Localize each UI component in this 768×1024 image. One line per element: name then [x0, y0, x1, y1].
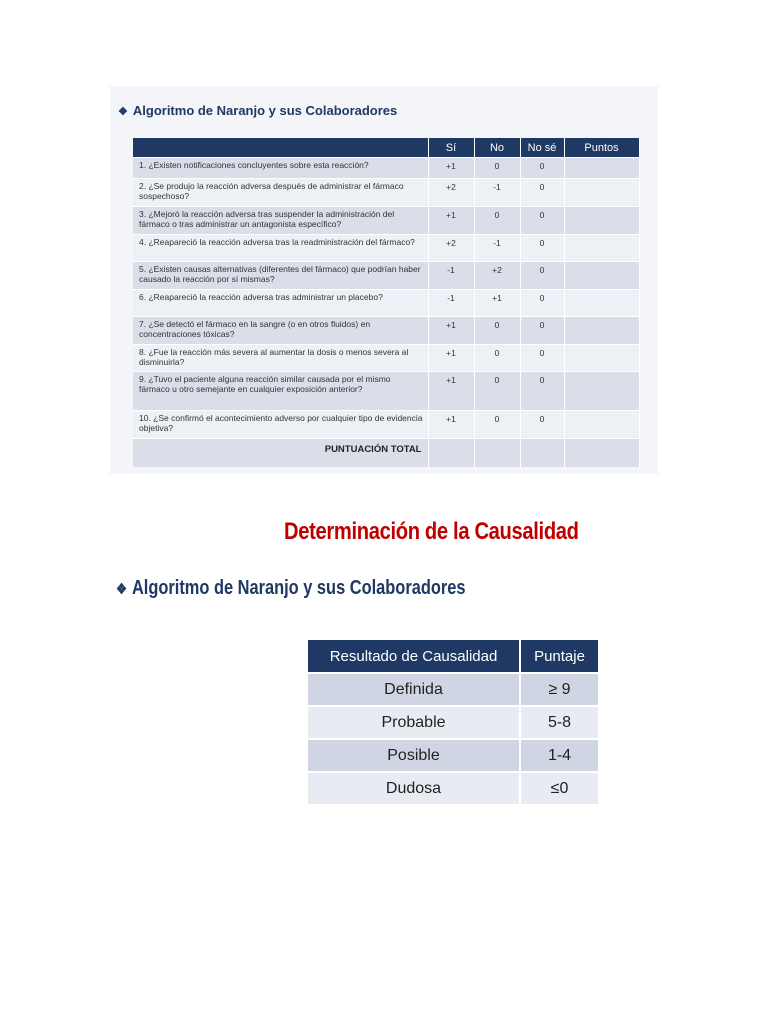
value-nose: 0 [520, 179, 564, 207]
value-no: 0 [474, 372, 520, 411]
value-nose: 0 [520, 158, 564, 179]
question-text: 3. ¿Mejoró la reacción adversa tras suspender la administración del fármaco o tras administrar un antagonista específico? [133, 207, 428, 235]
resultado-cell: Posible [308, 739, 520, 772]
resultado-cell: Probable [308, 706, 520, 739]
table-row [308, 706, 599, 739]
table-row [308, 772, 599, 804]
question-text: 7. ¿Se detectó el fármaco en la sangre (o en otros fluidos) en concentraciones tóxicas? [133, 317, 428, 345]
value-no: 0 [474, 317, 520, 345]
table-header-row [133, 138, 639, 158]
table-header-row [308, 640, 599, 673]
header-puntos: Puntos [564, 138, 639, 158]
value-si: +1 [428, 317, 474, 345]
value-si: +1 [428, 411, 474, 439]
slide1-heading-text: Algoritmo de Naranjo y sus Colaboradores [132, 103, 398, 118]
table-row [133, 158, 639, 179]
total-puntos [564, 439, 639, 467]
causality-score-table [308, 640, 600, 804]
table-row [133, 317, 639, 345]
total-label: PUNTUACIÓN TOTAL [133, 439, 428, 467]
value-nose: 0 [520, 317, 564, 345]
question-text: 10. ¿Se confirmó el acontecimiento adverso por cualquier tipo de evidencia objetiva? [133, 411, 428, 439]
value-nose: 0 [520, 290, 564, 317]
question-text: 8. ¿Fue la reacción más severa al aumentar la dosis o menos severa al disminuirla? [133, 345, 428, 372]
value-no: 0 [474, 158, 520, 179]
value-nose: 0 [520, 411, 564, 439]
table-row [133, 411, 639, 439]
value-no: -1 [474, 235, 520, 262]
total-row [133, 439, 639, 467]
header-resultado: Resultado de Causalidad [308, 640, 520, 673]
table-row [133, 290, 639, 317]
value-si: -1 [428, 290, 474, 317]
value-si: -1 [428, 262, 474, 290]
value-nose: 0 [520, 372, 564, 411]
table-row [133, 262, 639, 290]
value-no: +2 [474, 262, 520, 290]
puntaje-cell: 5-8 [520, 706, 599, 739]
value-puntos [564, 235, 639, 262]
header-no: No [474, 138, 520, 158]
value-puntos [564, 372, 639, 411]
causality-title: Determinación de la Causalidad [284, 518, 579, 545]
value-nose: 0 [520, 235, 564, 262]
table-row [133, 345, 639, 372]
value-si: +1 [428, 158, 474, 179]
naranjo-slide [110, 86, 658, 474]
diamond-bullet-icon: ❖ [118, 106, 128, 118]
value-no: 0 [474, 411, 520, 439]
total-si [428, 439, 474, 467]
header-puntaje: Puntaje [520, 640, 599, 673]
value-puntos [564, 179, 639, 207]
value-nose: 0 [520, 345, 564, 372]
value-si: +2 [428, 235, 474, 262]
value-puntos [564, 158, 639, 179]
slide2-heading [116, 577, 465, 600]
value-no: 0 [474, 207, 520, 235]
question-text: 5. ¿Existen causas alternativas (diferentes del fármaco) que podrían haber causado la reacción por sí mismas? [133, 262, 428, 290]
header-si: Sí [428, 138, 474, 158]
question-text: 2. ¿Se produjo la reacción adversa después de administrar el fármaco sospechoso? [133, 179, 428, 207]
slide2-heading-text: Algoritmo de Naranjo y sus Colaboradores [131, 577, 466, 599]
table-row [308, 739, 599, 772]
value-si: +2 [428, 179, 474, 207]
value-puntos [564, 290, 639, 317]
resultado-cell: Dudosa [308, 772, 520, 804]
puntaje-cell: ≥ 9 [520, 673, 599, 706]
value-nose: 0 [520, 262, 564, 290]
puntaje-cell: ≤0 [520, 772, 599, 804]
header-question [133, 138, 428, 158]
value-si: +1 [428, 372, 474, 411]
slide1-heading [118, 103, 397, 118]
header-nose: No sé [520, 138, 564, 158]
table-row [133, 207, 639, 235]
value-si: +1 [428, 345, 474, 372]
total-nose [520, 439, 564, 467]
diamond-bullet-icon: ❖ [116, 581, 128, 598]
value-no: +1 [474, 290, 520, 317]
table-row [133, 372, 639, 411]
question-text: 6. ¿Reapareció la reacción adversa tras administrar un placebo? [133, 290, 428, 317]
total-no [474, 439, 520, 467]
table-row [133, 179, 639, 207]
value-puntos [564, 262, 639, 290]
value-puntos [564, 411, 639, 439]
table-row [308, 673, 599, 706]
naranjo-questions-table [133, 138, 640, 467]
question-text: 4. ¿Reapareció la reacción adversa tras la readministración del fármaco? [133, 235, 428, 262]
value-puntos [564, 207, 639, 235]
value-nose: 0 [520, 207, 564, 235]
value-puntos [564, 345, 639, 372]
value-puntos [564, 317, 639, 345]
table-row [133, 235, 639, 262]
question-text: 9. ¿Tuvo el paciente alguna reacción similar causada por el mismo fármaco u otro semejante en cualquier exposición anterior? [133, 372, 428, 411]
question-text: 1. ¿Existen notificaciones concluyentes sobre esta reacción? [133, 158, 428, 179]
puntaje-cell: 1-4 [520, 739, 599, 772]
value-si: +1 [428, 207, 474, 235]
value-no: -1 [474, 179, 520, 207]
resultado-cell: Definida [308, 673, 520, 706]
value-no: 0 [474, 345, 520, 372]
